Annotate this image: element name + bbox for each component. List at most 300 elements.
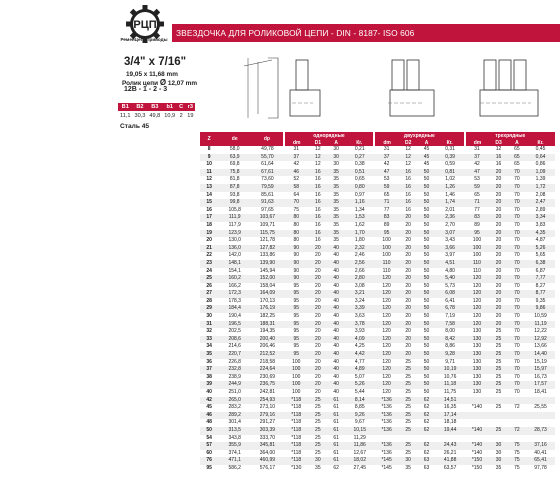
table-cell: 15,97 — [526, 366, 555, 374]
table-cell: 25 — [399, 442, 417, 450]
table-cell: 20 — [399, 290, 417, 298]
logo-tagline: РеменЦепиПриводы — [120, 37, 168, 42]
subheader: A — [417, 139, 435, 146]
table-cell: 5,26 — [526, 245, 555, 253]
diameter-symbol: Ø — [159, 78, 167, 87]
table-cell: 62 — [423, 449, 430, 456]
table-cell: 20 — [405, 237, 411, 244]
table-cell — [526, 397, 555, 405]
table-cell — [374, 435, 399, 443]
table-cell: 50 — [423, 343, 430, 350]
table-cell: 20 — [315, 389, 321, 395]
table-cell: 50 — [423, 358, 430, 365]
table-cell: 18,18 — [443, 419, 457, 426]
table-cell: 2,47 — [526, 199, 555, 207]
table-cell: 22 — [206, 252, 212, 259]
triple-sprocket-drawing — [480, 60, 538, 116]
table-cell: *118 — [284, 457, 309, 465]
table-cell: 16 — [315, 221, 321, 228]
table-cell: 62 — [417, 397, 435, 405]
table-cell: 20 — [315, 328, 321, 335]
table-cell: *118 — [291, 404, 302, 411]
table-row — [200, 343, 555, 351]
table-cell: 471,1 — [218, 457, 251, 465]
table-cell — [526, 419, 555, 427]
roller-value: 12,07 mm — [167, 80, 198, 87]
table-cell: 21 — [200, 245, 218, 253]
table-cell: 121,78 — [259, 237, 276, 244]
table-cell: 65 — [514, 146, 520, 152]
sprocket-drawings — [238, 52, 558, 122]
table-cell: 25 — [405, 358, 411, 365]
table-cell: 9,28 — [436, 351, 465, 359]
table-cell: 50 — [417, 260, 435, 268]
group-double-row: двухрядные — [374, 132, 464, 139]
table-cell: 25 — [495, 328, 502, 335]
table-cell: 95 — [465, 230, 490, 238]
table-row — [200, 366, 555, 374]
table-cell: 2,70 — [445, 221, 455, 228]
table-row — [200, 359, 555, 367]
table-cell: 35 — [327, 169, 345, 177]
table-cell: 16,73 — [534, 373, 547, 380]
table-cell: 148,1 — [218, 260, 251, 268]
table-row — [200, 283, 555, 291]
table-cell: 20 — [315, 313, 321, 320]
table-cell: 6,87 — [535, 267, 546, 274]
table-cell: 2,66 — [354, 267, 365, 274]
table-cell: 70 — [514, 373, 520, 380]
table-cell: 30 — [489, 442, 507, 450]
table-cell: 3,78 — [345, 321, 374, 329]
table-cell: 70 — [508, 260, 526, 268]
table-cell: 80 — [293, 221, 300, 228]
table-cell: 25,55 — [534, 404, 547, 411]
table-cell: *118 — [284, 412, 309, 420]
table-cell: 37 — [200, 366, 218, 374]
table-cell: 130 — [465, 336, 490, 344]
table-cell: 50 — [417, 275, 435, 283]
table-cell — [436, 435, 465, 443]
table-cell: 61 — [333, 449, 339, 456]
table-cell: 16 — [309, 214, 327, 222]
table-cell: 30 — [333, 146, 339, 152]
table-cell: 69,8 — [229, 161, 240, 168]
table-cell: 62 — [423, 419, 430, 426]
table-cell: 12 — [495, 146, 502, 152]
table-cell: 20 — [495, 221, 502, 228]
table-cell: 127,82 — [251, 245, 284, 253]
table-cell: 25 — [495, 389, 502, 395]
table-cell: 25 — [489, 427, 507, 435]
table-cell: 1,80 — [354, 237, 365, 244]
table-cell: 110 — [472, 267, 481, 274]
table-cell: 3,24 — [354, 297, 365, 304]
table-cell: 16 — [315, 206, 321, 213]
table-cell: 12 — [309, 154, 327, 162]
table-cell: 90 — [284, 245, 309, 253]
table-cell: 35 — [315, 464, 321, 471]
table-cell: 20 — [399, 214, 417, 222]
table-row — [200, 176, 555, 184]
table-cell: 224,64 — [251, 366, 284, 374]
table-cell: 120 — [382, 328, 391, 335]
table-cell: 40 — [327, 321, 345, 329]
table-cell: 30 — [333, 161, 339, 168]
table-cell: 45 — [206, 404, 212, 411]
table-cell: 25 — [309, 442, 327, 450]
table-cell: 40 — [327, 275, 345, 283]
table-cell: 31 — [200, 321, 218, 329]
table-cell: 120 — [382, 343, 391, 350]
table-row — [200, 435, 555, 443]
table-cell: 63 — [423, 464, 430, 471]
table-cell: 50 — [423, 206, 430, 213]
table-cell: 20 — [315, 297, 321, 304]
table-cell: 35 — [333, 206, 339, 213]
table-cell — [489, 397, 507, 405]
table-cell: 59 — [465, 184, 490, 192]
table-cell: 95 — [293, 282, 300, 289]
table-cell: 120 — [382, 297, 391, 304]
table-cell: 120 — [472, 282, 482, 289]
table-cell: 11,86 — [345, 442, 374, 450]
table-cell: 130,0 — [228, 237, 241, 244]
table-cell: 61 — [327, 412, 345, 420]
table-cell: 105,8 — [228, 206, 241, 213]
table-cell: 0,45 — [535, 146, 546, 152]
table-cell: 182,25 — [259, 313, 276, 320]
table-cell: 40 — [333, 358, 339, 365]
table-cell: 6,41 — [445, 297, 455, 304]
table-cell: 53 — [383, 176, 390, 183]
table-cell: 115,75 — [251, 230, 284, 238]
table-cell: 61 — [333, 404, 339, 411]
table-cell: 31 — [293, 146, 300, 152]
table-cell: 13 — [200, 184, 218, 192]
table-cell: 15 — [200, 199, 218, 207]
table-cell: 20 — [405, 297, 411, 304]
table-cell: 2,36 — [436, 214, 465, 222]
table-cell: 25 — [495, 373, 502, 380]
table-cell: 27,45 — [353, 464, 366, 471]
table-cell: 1,16 — [345, 199, 374, 207]
table-cell: 291,27 — [259, 419, 276, 426]
table-cell: 35 — [327, 199, 345, 207]
table-cell: 3,93 — [354, 328, 365, 335]
table-cell: 120 — [465, 305, 490, 313]
table-row — [200, 427, 555, 435]
table-cell: 35 — [495, 464, 502, 471]
table-cell: 70 — [514, 221, 520, 228]
table-cell: 25 — [405, 449, 411, 456]
table-row — [200, 450, 555, 458]
dims-value: 10,9 — [164, 113, 176, 119]
table-cell — [489, 412, 507, 420]
table-cell: 15,19 — [534, 358, 547, 365]
table-cell: 20 — [495, 237, 502, 244]
table-cell: 70 — [508, 184, 526, 192]
table-row — [200, 381, 555, 389]
table-cell: 80 — [293, 237, 300, 244]
table-cell: 20 — [489, 305, 507, 313]
table-cell: 120 — [465, 290, 490, 298]
table-cell: 20 — [495, 252, 502, 259]
table-cell: 184,4 — [218, 305, 251, 313]
table-row — [200, 412, 555, 420]
table-cell: 3,34 — [526, 214, 555, 222]
table-cell: 95 — [293, 343, 300, 350]
table-cell: 70 — [514, 297, 520, 304]
table-cell: 38 — [206, 373, 212, 380]
table-cell: 20 — [489, 290, 507, 298]
table-cell: 20 — [489, 245, 507, 253]
table-cell: 50 — [417, 290, 435, 298]
table-cell: 188,31 — [251, 321, 284, 329]
table-cell: 95 — [284, 351, 309, 359]
table-cell: 42 — [200, 397, 218, 405]
material-label: Сталь 45 — [120, 123, 150, 130]
table-cell: 12,92 — [526, 336, 555, 344]
table-cell: 1,26 — [436, 184, 465, 192]
table-cell: 75 — [514, 464, 520, 471]
table-cell: 130 — [465, 351, 490, 359]
table-cell: 70 — [508, 305, 526, 313]
table-cell: 4,25 — [354, 343, 365, 350]
table-cell: 95 — [293, 297, 300, 304]
table-cell: 62 — [417, 412, 435, 420]
table-cell: 20 — [399, 336, 417, 344]
table-cell — [465, 435, 490, 443]
table-cell: 20 — [495, 313, 502, 320]
table-cell — [508, 419, 526, 427]
table-cell: 1,74 — [436, 199, 465, 207]
table-cell: 70 — [508, 366, 526, 374]
table-cell: 136,0 — [218, 245, 251, 253]
table-cell: 25 — [489, 336, 507, 344]
table-cell — [417, 435, 435, 443]
table-cell: 226,8 — [228, 358, 241, 365]
table-cell: 130 — [465, 366, 490, 374]
table-cell: *136 — [381, 449, 392, 456]
table-cell: 0,51 — [345, 169, 374, 177]
table-cell: 61 — [327, 442, 345, 450]
table-cell: 7,77 — [526, 275, 555, 283]
table-cell: *130 — [291, 464, 302, 471]
table-cell: *140 — [465, 442, 490, 450]
dims-header: B1 — [118, 103, 132, 111]
table-cell: 158,04 — [259, 282, 276, 289]
table-cell: 40 — [327, 366, 345, 374]
table-cell — [508, 435, 526, 443]
table-row — [200, 260, 555, 268]
table-cell: 28,73 — [526, 427, 555, 435]
table-cell: 12,22 — [534, 328, 547, 335]
table-cell: 20 — [315, 252, 321, 259]
table-cell: 230,69 — [259, 373, 276, 380]
table-row — [200, 161, 555, 169]
double-sprocket-drawing — [388, 60, 434, 116]
table-cell: 4,35 — [526, 230, 555, 238]
table-row — [200, 199, 555, 207]
table-cell: 50 — [417, 351, 435, 359]
table-cell: 154,1 — [228, 267, 241, 274]
table-cell: 20 — [309, 275, 327, 283]
table-cell: *118 — [284, 397, 309, 405]
table-cell: 164,09 — [251, 290, 284, 298]
table-cell: 25 — [200, 275, 218, 283]
table-cell: 50 — [423, 237, 430, 244]
table-cell: 11,29 — [353, 434, 366, 441]
table-cell: 46 — [284, 169, 309, 177]
table-cell: 220,7 — [218, 351, 251, 359]
table-row — [200, 146, 555, 154]
table-cell: 1,70 — [345, 230, 374, 238]
table-cell: 5,26 — [345, 381, 374, 389]
table-cell: 25 — [315, 404, 321, 411]
table-cell: 70 — [514, 176, 520, 183]
table-cell: 16 — [309, 199, 327, 207]
table-cell: 45 — [417, 154, 435, 162]
table-cell: 12 — [315, 161, 321, 168]
table-cell: 12 — [405, 161, 411, 168]
table-cell: 83 — [465, 214, 490, 222]
table-cell: 100 — [465, 245, 490, 253]
table-cell: 70 — [514, 343, 520, 350]
table-cell: 25 — [495, 343, 502, 350]
table-cell: 16 — [315, 191, 321, 198]
table-cell: 20 — [309, 305, 327, 313]
table-cell: *136 — [374, 442, 399, 450]
table-cell: 50 — [417, 199, 435, 207]
table-cell: 20 — [495, 267, 502, 274]
table-cell — [465, 397, 490, 405]
table-cell: 103,67 — [251, 214, 284, 222]
table-cell: 70 — [508, 321, 526, 329]
table-cell: 20 — [399, 275, 417, 283]
table-cell: 16 — [399, 184, 417, 192]
table-cell: 70 — [514, 191, 520, 198]
table-cell: 32 — [206, 328, 212, 335]
table-cell: 40 — [327, 245, 345, 253]
table-cell: 70 — [514, 237, 520, 244]
table-cell: *136 — [381, 419, 392, 426]
table-cell: 16 — [309, 169, 327, 177]
table-row — [200, 442, 555, 450]
table-cell: 242,81 — [259, 389, 276, 395]
table-cell: 16 — [405, 176, 411, 183]
table-cell: 65 — [514, 161, 520, 168]
table-cell: 20 — [206, 237, 212, 244]
table-cell: 50 — [417, 230, 435, 238]
table-cell: 20 — [309, 381, 327, 389]
table-cell: 95 — [284, 305, 309, 313]
table-row — [200, 169, 555, 177]
col-de: de — [218, 132, 251, 146]
table-cell: 9,71 — [445, 358, 455, 365]
table-cell: 142,0 — [228, 252, 241, 259]
table-cell: 6,08 — [436, 290, 465, 298]
table-cell: 62 — [423, 404, 430, 411]
table-cell: *150 — [471, 464, 483, 471]
table-cell: 364,00 — [259, 449, 276, 456]
table-cell: 50 — [423, 282, 430, 289]
table-cell: 576,17 — [259, 464, 276, 471]
table-cell: 58,0 — [229, 146, 240, 152]
table-cell: 50 — [417, 381, 435, 389]
table-cell: 20 — [489, 169, 507, 177]
table-cell: 130 — [472, 343, 482, 350]
table-cell: 2,56 — [345, 260, 374, 268]
table-cell: 1,39 — [535, 176, 546, 183]
table-cell: 58 — [284, 184, 309, 192]
table-cell: 9,35 — [535, 297, 546, 304]
table-cell: 130 — [472, 389, 482, 395]
table-cell: 39 — [200, 381, 218, 389]
table-cell: 1,34 — [354, 206, 365, 213]
table-cell: 24,43 — [436, 442, 465, 450]
table-cell: 214,6 — [228, 343, 241, 350]
table-cell: 40 — [333, 313, 339, 320]
table-cell: 25 — [489, 381, 507, 389]
page-title-banner: ЗВЕЗДОЧКА ДЛЯ РОЛИКОВОЙ ЦЕПИ - DIN - 8187- ISO 606 — [172, 24, 560, 42]
table-cell: 40 — [327, 290, 345, 298]
table-cell — [489, 419, 507, 427]
table-cell: 11,19 — [526, 321, 555, 329]
table-cell: 76 — [200, 457, 218, 465]
table-cell: *136 — [381, 404, 392, 411]
table-cell: 53 — [474, 176, 480, 183]
table-cell: 70 — [514, 328, 520, 335]
table-cell: 18,41 — [534, 389, 547, 395]
table-cell: 70 — [508, 381, 526, 389]
table-row — [200, 252, 555, 260]
table-cell: 47 — [374, 169, 399, 177]
table-cell: 70 — [514, 252, 520, 259]
table-cell: 70 — [508, 169, 526, 177]
table-cell: 14,51 — [436, 397, 465, 405]
table-cell: 0,27 — [345, 154, 374, 162]
table-cell: 90 — [293, 267, 300, 274]
table-cell: 20 — [309, 290, 327, 298]
table-cell: 120 — [382, 282, 391, 289]
table-cell: 20 — [309, 245, 327, 253]
table-cell: 81,8 — [229, 176, 240, 183]
table-cell: 120 — [382, 373, 391, 380]
table-cell: 4,51 — [436, 260, 465, 268]
table-cell: 87,8 — [218, 184, 251, 192]
roller-label: Ролик цепи — [122, 80, 159, 87]
table-cell: 20 — [315, 358, 321, 365]
table-cell: 8,86 — [445, 343, 455, 350]
table-cell: 13,66 — [534, 343, 547, 350]
table-cell: 71 — [465, 199, 490, 207]
table-row — [200, 397, 555, 405]
table-cell: 120 — [465, 321, 490, 329]
table-cell: 50 — [200, 427, 218, 435]
dims-header: r3 — [185, 103, 195, 111]
table-cell: 25 — [399, 412, 417, 420]
table-cell: 50 — [417, 305, 435, 313]
table-cell: 283,2 — [228, 404, 241, 411]
table-cell: 120 — [374, 366, 399, 374]
table-cell: 100 — [292, 373, 301, 380]
table-cell: 110 — [382, 267, 391, 274]
table-cell: 12 — [405, 146, 411, 152]
table-cell: 14,40 — [526, 351, 555, 359]
table-cell: 279,16 — [251, 412, 284, 420]
table-cell: 0,86 — [535, 161, 546, 168]
